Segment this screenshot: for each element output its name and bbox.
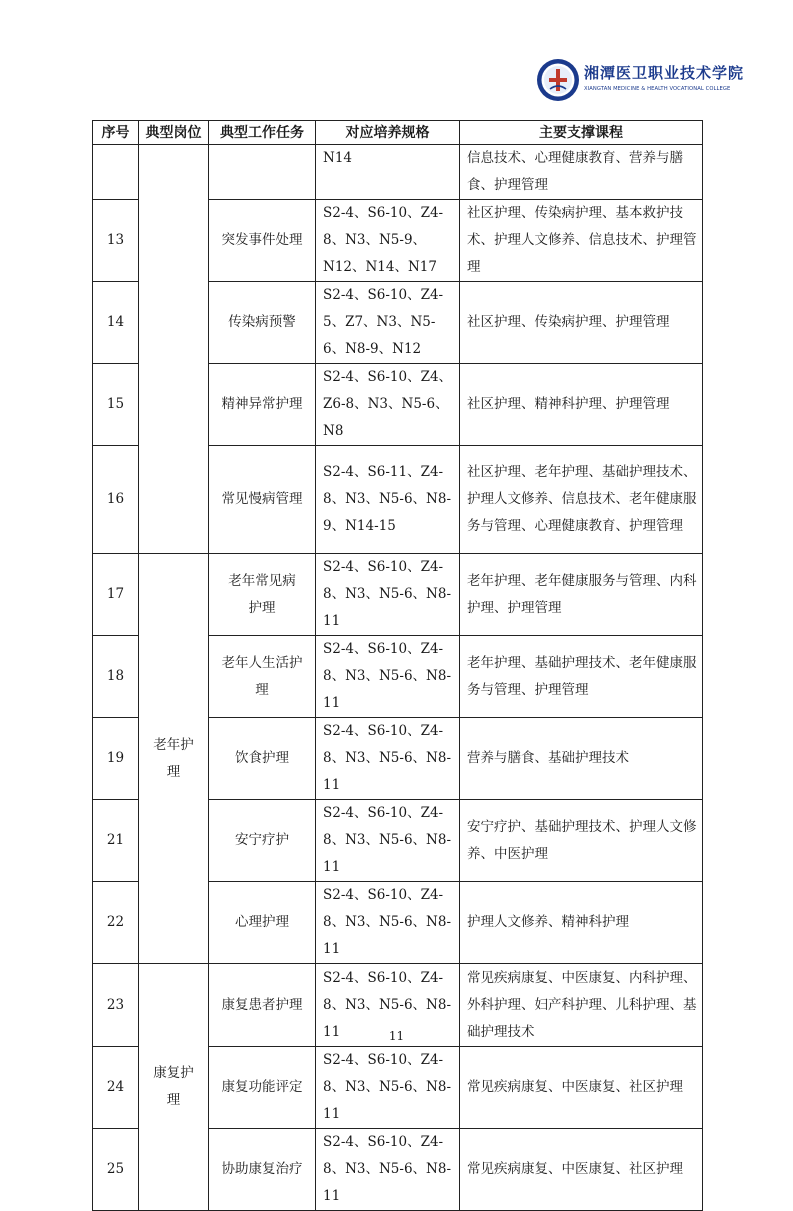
cell-spec: S2-4、S6-10、Z4-8、N3、N5-6、N8-11 — [316, 636, 460, 718]
cell-courses: 营养与膳食、基础护理技术 — [460, 718, 703, 800]
cell-task: 协助康复治疗 — [209, 1129, 316, 1211]
cell-serial: 24 — [93, 1047, 139, 1129]
cell-courses: 常见疾病康复、中医康复、社区护理 — [460, 1129, 703, 1211]
cell-courses: 老年护理、老年健康服务与管理、内科护理、护理管理 — [460, 554, 703, 636]
cell-spec: S2-4、S6-10、Z4-8、N3、N5-6、N8-11 — [316, 554, 460, 636]
page-number: 11 — [388, 1029, 405, 1043]
cell-task: 安宁疗护 — [209, 800, 316, 882]
cell-serial: 21 — [93, 800, 139, 882]
header-spec: 对应培养规格 — [316, 121, 460, 145]
cell-serial: 25 — [93, 1129, 139, 1211]
cell-courses: 社区护理、传染病护理、护理管理 — [460, 282, 703, 364]
cell-courses: 常见疾病康复、中医康复、社区护理 — [460, 1047, 703, 1129]
cell-spec: S2-4、S6-10、Z4-8、N3、N5-6、N8-11 — [316, 964, 460, 1047]
cell-task: 精神异常护理 — [209, 364, 316, 446]
cell-courses: 社区护理、精神科护理、护理管理 — [460, 364, 703, 446]
cell-task: 康复功能评定 — [209, 1047, 316, 1129]
cell-task: 心理护理 — [209, 882, 316, 964]
cell-serial: 19 — [93, 718, 139, 800]
cell-courses: 常见疾病康复、中医康复、内科护理、外科护理、妇产科护理、儿科护理、基础护理技术 — [460, 964, 703, 1047]
cell-task: 老年常见病护理 — [209, 554, 316, 636]
cell-courses: 老年护理、基础护理技术、老年健康服务与管理、护理管理 — [460, 636, 703, 718]
cell-task: 饮食护理 — [209, 718, 316, 800]
cell-spec: S2-4、S6-10、Z4-8、N3、N5-9、N12、N14、N17 — [316, 200, 460, 282]
cell-position-rehab: 康复护理 — [139, 964, 209, 1211]
cell-position-elderly: 老年护理 — [139, 554, 209, 964]
cell-serial: 23 — [93, 964, 139, 1047]
cell-spec: S2-4、S6-10、Z4-8、N3、N5-6、N8-11 — [316, 718, 460, 800]
logo-english-name: XIANGTAN MEDICINE & HEALTH VOCATIONAL COLLEGE — [584, 86, 731, 92]
college-logo — [536, 58, 745, 104]
cell-task: 康复患者护理 — [209, 964, 316, 1047]
cell-spec: S2-4、S6-10、Z4-8、N3、N5-6、N8-11 — [316, 1129, 460, 1211]
table-row — [93, 554, 703, 636]
cell-spec: S2-4、S6-10、Z4、Z6-8、N3、N5-6、N8 — [316, 364, 460, 446]
cell-spec: S2-4、S6-10、Z4-8、N3、N5-6、N8-11 — [316, 800, 460, 882]
cell-courses: 社区护理、传染病护理、基本救护技术、护理人文修养、信息技术、护理管理 — [460, 200, 703, 282]
cell-spec: S2-4、S6-11、Z4-8、N3、N5-6、N8-9、N14-15 — [316, 446, 460, 554]
table-row — [93, 145, 703, 200]
cell-serial: 18 — [93, 636, 139, 718]
cell-courses: 信息技术、心理健康教育、营养与膳食、护理管理 — [460, 145, 703, 200]
cell-spec: S2-4、S6-10、Z4-5、Z7、N3、N5-6、N8-9、N12 — [316, 282, 460, 364]
cell-spec: N14 — [316, 145, 460, 200]
logo-chinese-name: 湘潭医卫职业技术学院 — [584, 64, 745, 82]
cell-courses: 护理人文修养、精神科护理 — [460, 882, 703, 964]
cell-spec: S2-4、S6-10、Z4-8、N3、N5-6、N8-11 — [316, 882, 460, 964]
cell-serial: 15 — [93, 364, 139, 446]
cell-serial — [93, 145, 139, 200]
cell-courses: 安宁疗护、基础护理技术、护理人文修养、中医护理 — [460, 800, 703, 882]
cell-task: 传染病预警 — [209, 282, 316, 364]
header-courses: 主要支撑课程 — [460, 121, 703, 145]
cell-position-continued — [139, 145, 209, 554]
header-serial: 序号 — [93, 121, 139, 145]
cell-serial: 17 — [93, 554, 139, 636]
cell-serial: 14 — [93, 282, 139, 364]
table-header-row — [93, 121, 703, 145]
cell-courses: 社区护理、老年护理、基础护理技术、护理人文修养、信息技术、老年健康服务与管理、心理健康教育、护理管理 — [460, 446, 703, 554]
header-position: 典型岗位 — [139, 121, 209, 145]
header-task: 典型工作任务 — [209, 121, 316, 145]
cell-serial: 22 — [93, 882, 139, 964]
cell-task — [209, 145, 316, 200]
cell-spec: S2-4、S6-10、Z4-8、N3、N5-6、N8-11 — [316, 1047, 460, 1129]
cell-task: 老年人生活护理 — [209, 636, 316, 718]
cell-serial: 16 — [93, 446, 139, 554]
cell-task: 突发事件处理 — [209, 200, 316, 282]
college-emblem-icon — [536, 58, 580, 102]
cell-serial: 13 — [93, 200, 139, 282]
curriculum-table — [92, 120, 703, 1211]
cell-task: 常见慢病管理 — [209, 446, 316, 554]
